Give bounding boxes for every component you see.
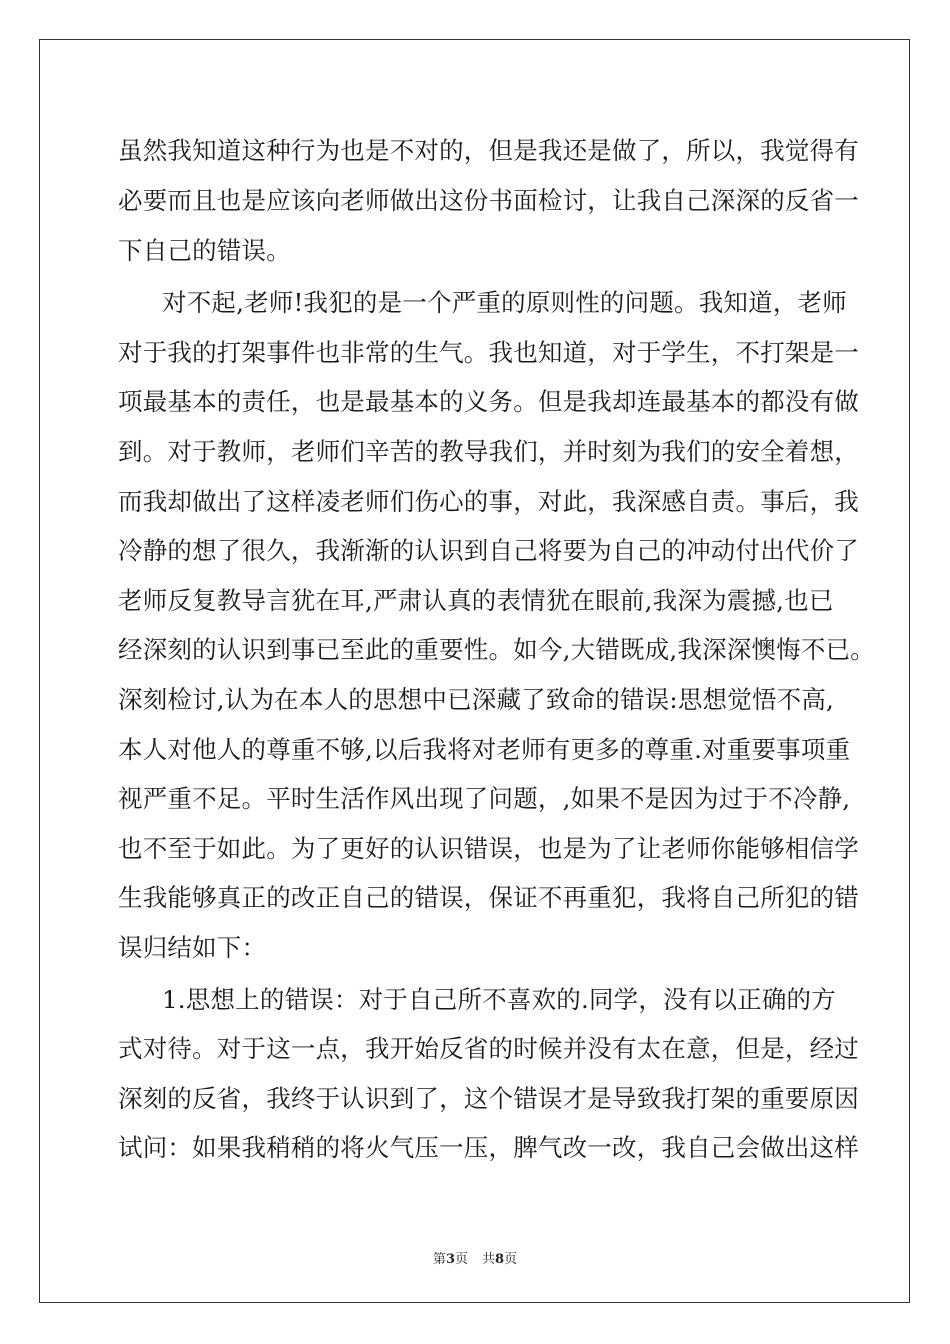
text-line: 对于我的打架事件也非常的生气。我也知道，对于学生，不打架是一 [118,338,859,367]
text-line: 必要而且也是应该向老师做出这份书面检讨，让我自己深深的反省一 [118,186,859,215]
text-line: 经深刻的认识到事已至此的重要性。如今,大错既成,我深深懊悔不已。 [118,635,875,664]
text-line: 深刻的反省，我终于认识到了，这个错误才是导致我打架的重要原因 [118,1084,859,1113]
text-line: 深刻检讨,认为在本人的思想中已深藏了致命的错误:思想觉悟不高, [118,685,835,714]
text-line: 本人对他人的尊重不够,以后我将对老师有更多的尊重.对重要事项重 [118,735,851,764]
text-line: 下自己的错误。 [118,236,291,265]
text-line: 误归结如下： [118,933,267,962]
text-line: 也不至于如此。为了更好的认识错误，也是为了让老师你能够相信学 [118,834,859,863]
text-line: 视严重不足。平时生活作风出现了问题，,如果不是因为过于不冷静, [118,784,851,813]
text-line: 项最基本的责任，也是最基本的义务。但是我却连最基本的都没有做 [118,387,859,416]
text-line: 虽然我知道这种行为也是不对的，但是我还是做了，所以，我觉得有 [118,136,859,165]
text-line: 1.思想上的错误：对于自己所不喜欢的.同学，没有以正确的方 [162,985,836,1014]
page-suffix: 页 [454,1252,468,1267]
text-line: 式对待。对于这一点，我开始反省的时候并没有太在意，但是，经过 [118,1034,859,1063]
text-line: 生我能够真正的改正自己的错误，保证不再重犯，我将自己所犯的错 [118,883,859,912]
text-line: 老师反复教导言犹在耳,严肃认真的表情犹在眼前,我深为震撼,也已 [118,586,834,615]
text-line: 冷静的想了很久，我渐渐的认识到自己将要为自己的冲动付出代价了 [118,536,859,565]
current-page-number: 3 [445,1252,455,1267]
page-footer [0,1248,950,1267]
total-prefix: 共 [482,1252,496,1267]
page-prefix: 第 [432,1252,446,1267]
total-page-count: 8 [495,1252,505,1267]
text-line: 试问：如果我稍稍的将火气压一压，脾气改一改，我自己会做出这样 [118,1133,859,1162]
text-line: 对不起,老师!我犯的是一个严重的原则性的问题。我知道，老师 [162,288,847,317]
text-line: 而我却做出了这样凌老师们伤心的事，对此，我深感自责。事后，我 [118,487,859,516]
text-line: 到。对于教师，老师们辛苦的教导我们，并时刻为我们的安全着想， [118,437,859,466]
total-suffix: 页 [504,1252,518,1267]
